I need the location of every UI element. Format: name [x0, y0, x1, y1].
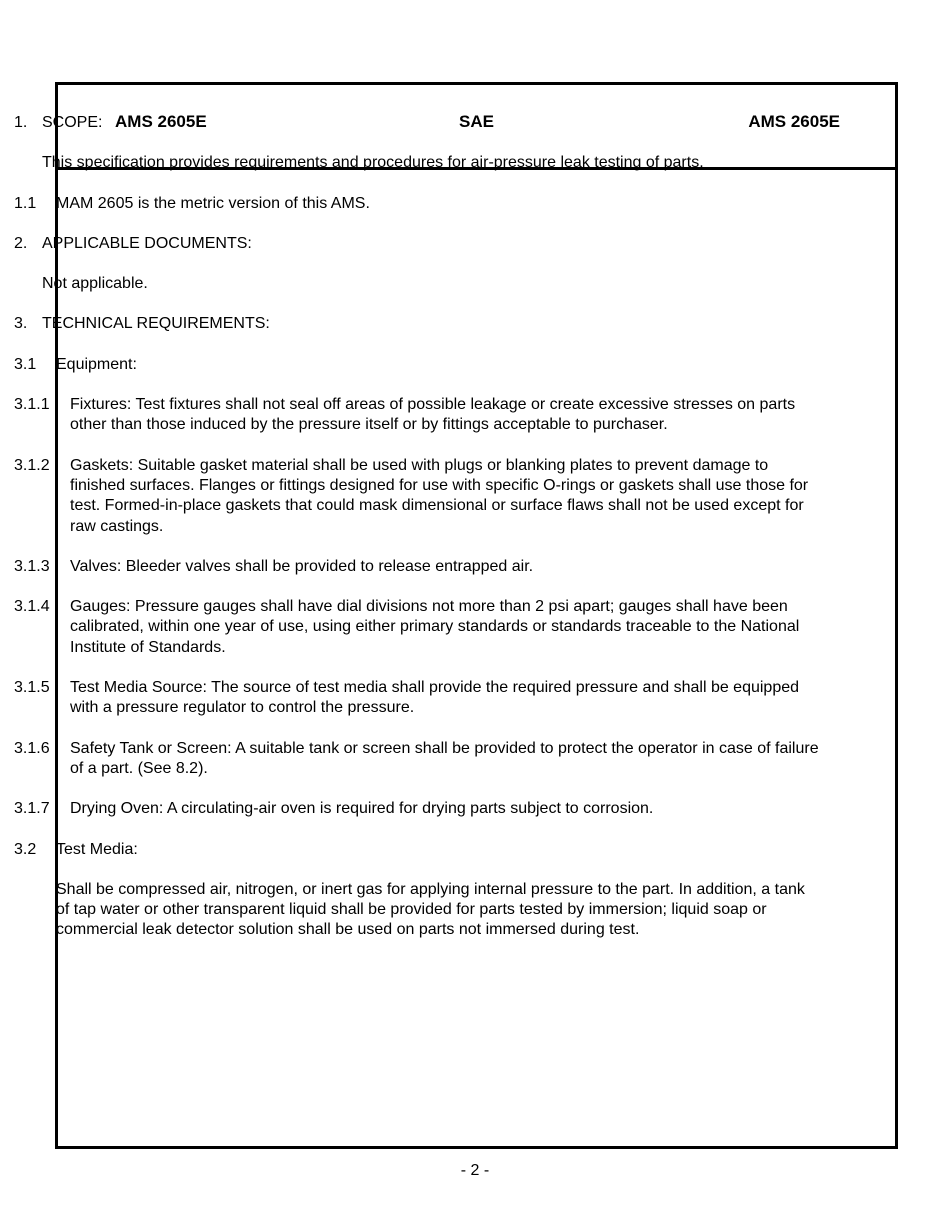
section-1-heading	[14, 113, 819, 133]
section-number: 3.1.7	[14, 800, 50, 818]
section-3-1-3	[14, 557, 819, 577]
section-title: TECHNICAL REQUIREMENTS:	[42, 315, 270, 333]
section-number: 1.	[14, 114, 28, 131]
section-3-heading	[14, 314, 819, 334]
section-number: 3.1	[14, 355, 37, 373]
section-1-1	[14, 194, 819, 214]
section-text: Fixtures: Test fixtures shall not seal off areas of possible leakage or create excessive stresses on parts other than those induced by the pressure itself or by fittings acceptable to purchaser.	[70, 396, 796, 434]
section-number: 3.1.4	[14, 598, 50, 616]
section-3-1-1	[14, 395, 819, 436]
section-2-heading	[14, 234, 819, 254]
section-3-2-heading	[14, 840, 819, 860]
section-3-1-2	[14, 456, 819, 537]
section-text: Test Media Source: The source of test media shall provide the required pressure and shall be equipped with a pressure regulator to control the pressure.	[70, 679, 800, 717]
section-number: 3.1.6	[14, 739, 50, 757]
header-organization: SAE	[459, 112, 494, 131]
section-text: Drying Oven: A circulating-air oven is required for drying parts subject to corrosion.	[70, 800, 654, 818]
section-text: MAM 2605 is the metric version of this AMS.	[56, 194, 370, 212]
section-number: 3.1.2	[14, 456, 50, 474]
section-number: 1.1	[14, 194, 37, 212]
section-3-1-heading	[14, 355, 819, 375]
section-3-2-text: Shall be compressed air, nitrogen, or inert gas for applying internal pressure to the part. In addition, a tank of tap water or other transparent liquid shall be provided for parts tested by immersion; liquid soap or commercial leak detector solution shall be used on parts not immersed during test.	[56, 880, 805, 939]
section-title: Test Media:	[56, 840, 138, 858]
section-number: 3.2	[14, 840, 37, 858]
section-3-1-6	[14, 739, 819, 780]
header-doc-number-right: AMS 2605E	[748, 112, 840, 131]
section-text: Gaskets: Suitable gasket material shall be used with plugs or blanking plates to prevent damage to finished surfaces. Flanges or fittings designed for use with specific O-rings or gaskets shall use those for test. Formed-in-place gaskets that could mask dimensional or surface flaws shall not be used except for raw castings.	[70, 456, 809, 535]
section-number: 2.	[14, 234, 28, 252]
header-doc-number-left: AMS 2605E	[115, 112, 207, 131]
page-number: - 2 -	[460, 1162, 490, 1179]
section-text: Gauges: Pressure gauges shall have dial divisions not more than 2 psi apart; gauges shall have been calibrated, within one year of use, using either primary standards or standards traceable to the National Institute of Standards.	[70, 598, 800, 656]
section-number: 3.1.1	[14, 396, 50, 414]
document-body	[14, 113, 819, 941]
section-text: Valves: Bleeder valves shall be provided to release entrapped air.	[70, 557, 534, 575]
section-text: Safety Tank or Screen: A suitable tank or screen shall be provided to protect the operator in case of failure of a part. (See 8.2).	[70, 739, 819, 777]
section-number: 3.1.5	[14, 679, 50, 697]
section-3-1-4	[14, 597, 819, 658]
section-3-1-7	[14, 799, 819, 819]
section-number: 3.	[14, 315, 28, 333]
section-1-text: This specification provides requirements and procedures for air-pressure leak testing of parts.	[42, 154, 704, 172]
section-title: APPLICABLE DOCUMENTS:	[42, 234, 252, 252]
section-2-text: Not applicable.	[42, 275, 148, 293]
section-title: SCOPE:	[42, 114, 103, 131]
section-title: Equipment:	[56, 355, 137, 373]
section-3-1-5	[14, 678, 819, 719]
section-number: 3.1.3	[14, 557, 50, 575]
